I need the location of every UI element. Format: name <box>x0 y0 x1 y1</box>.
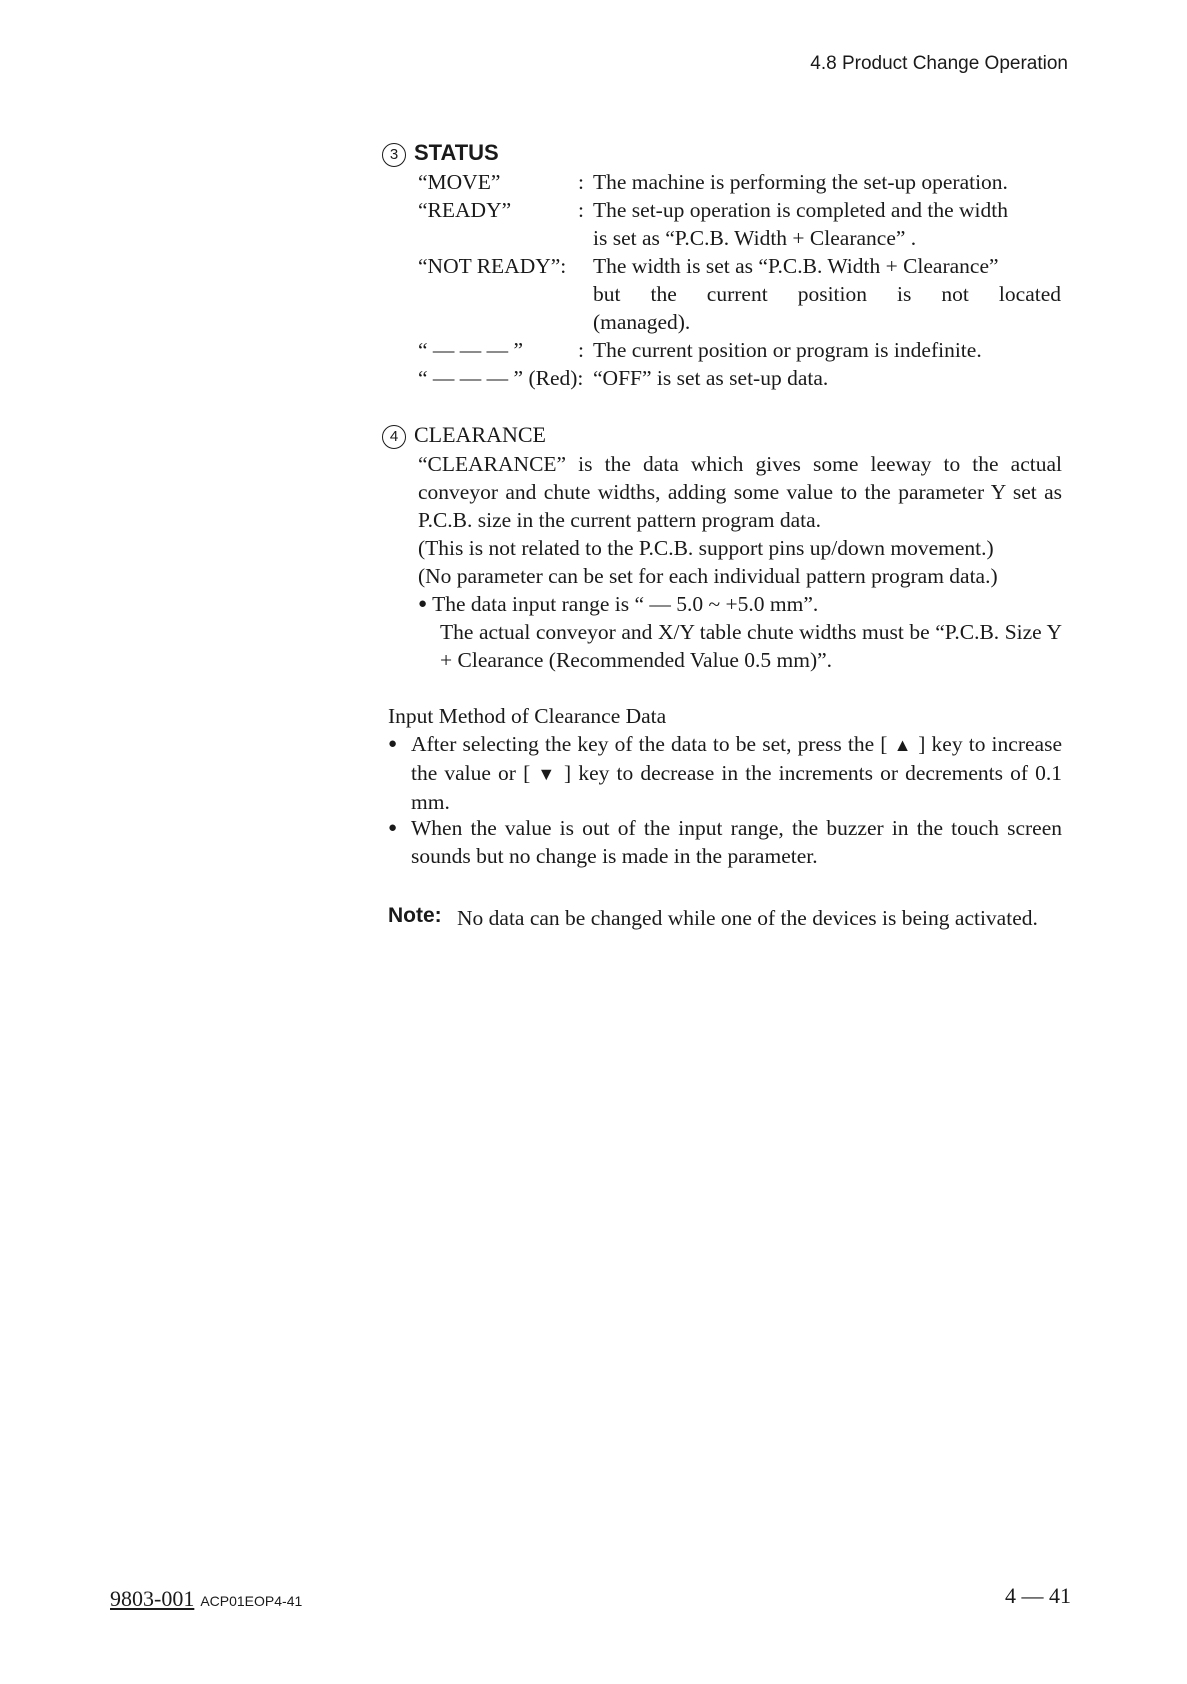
clearance-bullet <box>418 590 818 618</box>
clearance-title: CLEARANCE <box>414 422 546 447</box>
bullet1-part-b: ] key to increase the value or [ <box>411 732 1062 785</box>
doc-code-small: ACP01EOP4-41 <box>200 1593 303 1609</box>
status-desc-cont: but the current position is not located <box>593 282 1061 306</box>
status-desc: The current position or program is indefinite. <box>593 338 982 362</box>
bullet-dot: ● <box>388 736 398 752</box>
bullet1-part-a: After selecting the key of the data to be set, press the [ <box>411 732 888 756</box>
up-arrow-icon: ▲ <box>893 735 913 755</box>
circled-number: 4 <box>382 425 406 449</box>
input-method-bullet-2: When the value is out of the input range, the buzzer in the touch screen sounds but no change is made in the parameter. <box>411 816 1062 868</box>
input-method-bullet-1 <box>411 730 1062 816</box>
status-key: “ — — — ” (Red): <box>418 366 584 390</box>
clearance-paragraph: “CLEARANCE” is the data which gives some leeway to the actual conveyor and chute widths, adding some value to the parameter Y set as P.C.B. size in the current pattern program data. <box>418 452 1062 532</box>
status-desc-cont: (managed). <box>593 310 691 334</box>
note-text: No data can be changed while one of the devices is being activated. <box>457 906 1038 930</box>
status-title: STATUS <box>414 140 499 165</box>
input-method-title: Input Method of Clearance Data <box>388 704 667 728</box>
bullet-dot: ● <box>418 596 428 612</box>
status-desc: The set-up operation is completed and the width <box>593 198 1008 222</box>
bullet1-part-c: ] key to decrease in the increments or decrements of 0.1 mm. <box>411 761 1062 814</box>
status-desc: The width is set as “P.C.B. Width + Clearance” <box>593 254 999 278</box>
running-header: 4.8 Product Change Operation <box>810 53 1068 74</box>
clearance-range-text: The data input range is “ — 5.0 ~ +5.0 mm”. <box>432 592 819 616</box>
status-sep: : <box>578 198 584 222</box>
status-key: “ — — — ” <box>418 338 524 362</box>
status-desc: “OFF” is set as set-up data. <box>593 366 829 390</box>
status-sep: : <box>578 170 584 194</box>
note-label: Note: <box>388 904 442 927</box>
clearance-note-1: (This is not related to the P.C.B. support pins up/down movement.) <box>418 536 994 560</box>
footer-doc-code <box>110 1586 302 1612</box>
status-key: “READY” <box>418 198 512 222</box>
doc-code: 9803-001 <box>110 1586 195 1611</box>
bullet-dot: ● <box>388 820 398 836</box>
status-desc-cont: is set as “P.C.B. Width + Clearance” . <box>593 226 917 250</box>
status-key: “MOVE” <box>418 170 501 194</box>
page-number: 4 — 41 <box>1005 1583 1071 1608</box>
clearance-heading <box>382 422 546 449</box>
status-sep: : <box>578 338 584 362</box>
status-key: “NOT READY”: <box>418 254 567 278</box>
clearance-note-2: (No parameter can be set for each individual pattern program data.) <box>418 564 998 588</box>
status-heading <box>382 140 499 167</box>
clearance-bullet-cont: The actual conveyor and X/Y table chute widths must be “P.C.B. Size Y + Clearance (Recommended Value 0.5 mm)”. <box>440 620 1062 672</box>
circled-number: 3 <box>382 143 406 167</box>
down-arrow-icon: ▼ <box>537 764 557 784</box>
status-desc: The machine is performing the set-up operation. <box>593 170 1008 194</box>
